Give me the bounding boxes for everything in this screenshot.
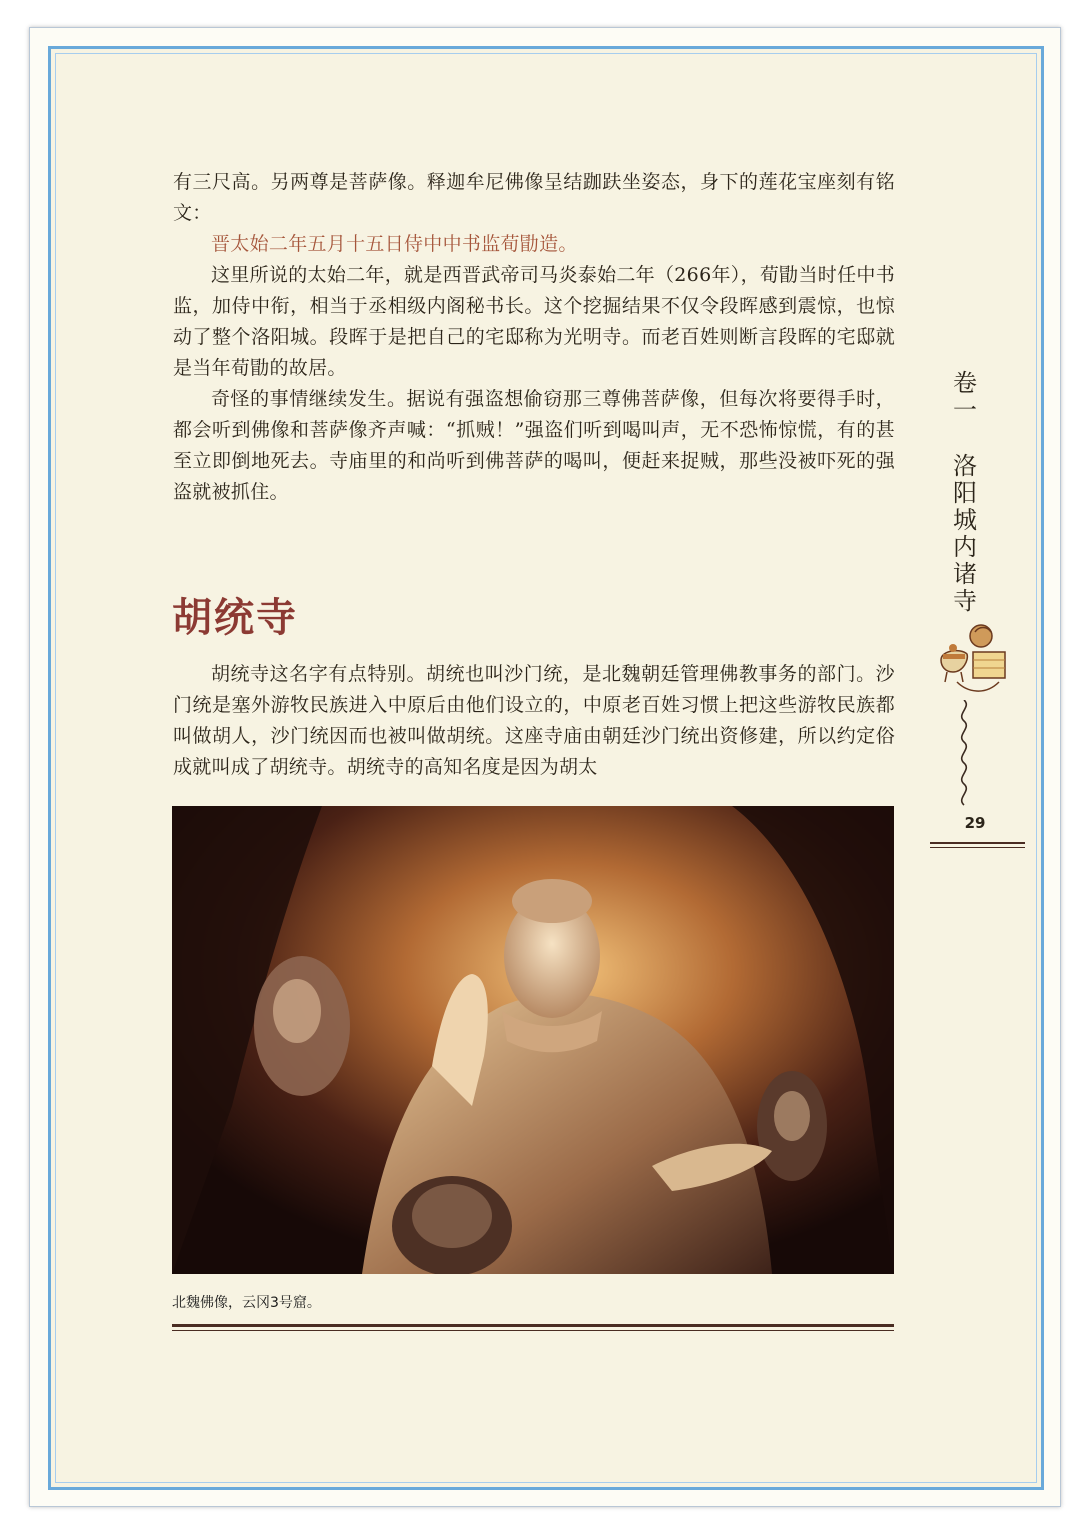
chapter-char-5: 诸 xyxy=(953,560,977,588)
paragraph-hutong: 胡统寺这名字有点特别。胡统也叫沙门统，是北魏朝廷管理佛教事务的部门。沙门统是塞外游牧民族进入中原后由他们设立的，中原老百姓习惯上把这些游牧民族都叫做胡人，沙门统因而也被叫做胡统。这座寺庙由朝廷沙门统出资修建，所以约定俗成就叫成了胡统寺。胡统寺的高知名度是因为胡太 xyxy=(173,663,895,778)
page-number-rule-thin xyxy=(930,847,1025,848)
paragraph-continuation: 有三尺高。另两尊是菩萨像。释迦牟尼佛像呈结跏趺坐姿态，身下的莲花宝座刻有铭文： xyxy=(173,171,895,224)
chapter-char-1: 洛 xyxy=(953,452,977,480)
page-number: 29 xyxy=(964,814,986,832)
chapter-char-3: 城 xyxy=(953,506,977,534)
caption-rule-thick xyxy=(172,1324,894,1327)
volume-char-1: 卷 xyxy=(953,369,977,397)
photo-caption: 北魏佛像，云冈3号窟。 xyxy=(172,1295,321,1311)
paragraph-strange-events: 奇怪的事情继续发生。据说有强盗想偷窃那三尊佛菩萨像，但每次将要得手时，都会听到佛像和菩萨像齐声喊：“抓贼！”强盗们听到喝叫声，无不恐怖惊慌，有的甚至立即倒地死去。寺庙里的和尚听到佛菩萨的喝叫，便赶来捉贼，那些没被吓死的强盗就被抓住。 xyxy=(173,388,895,503)
chapter-char-6: 寺 xyxy=(953,587,977,615)
buddha-statue-image xyxy=(172,806,894,1274)
body-text-section xyxy=(173,659,895,783)
chapter-char-4: 内 xyxy=(953,533,977,561)
section-title: 胡统寺 xyxy=(172,595,298,641)
paragraph-taishi: 这里所说的太始二年，就是西晋武帝司马炎泰始二年（266年），荀勖当时任中书监，加侍中衔，相当于丞相级内阁秘书长。这个挖掘结果不仅令段晖感到震惊，也惊动了整个洛阳城。段晖于是把自己的宅邸称为光明寺。而老百姓则断言段晖的宅邸就是当年荀勖的故居。 xyxy=(173,264,895,379)
inscription-quote: 晋太始二年五月十五日侍中中书监荀勖造。 xyxy=(211,233,578,255)
sidebar-chapter-title xyxy=(945,370,985,615)
caption-rule-thin xyxy=(172,1330,894,1331)
chapter-char-2: 阳 xyxy=(953,479,977,507)
body-text-top xyxy=(173,167,895,508)
buddha-photo xyxy=(172,806,894,1274)
page-number-rule-thick xyxy=(930,842,1025,844)
decorative-wave-icon xyxy=(952,700,976,814)
incense-burner-icon xyxy=(933,620,1011,710)
volume-char-2: 一 xyxy=(953,396,977,424)
